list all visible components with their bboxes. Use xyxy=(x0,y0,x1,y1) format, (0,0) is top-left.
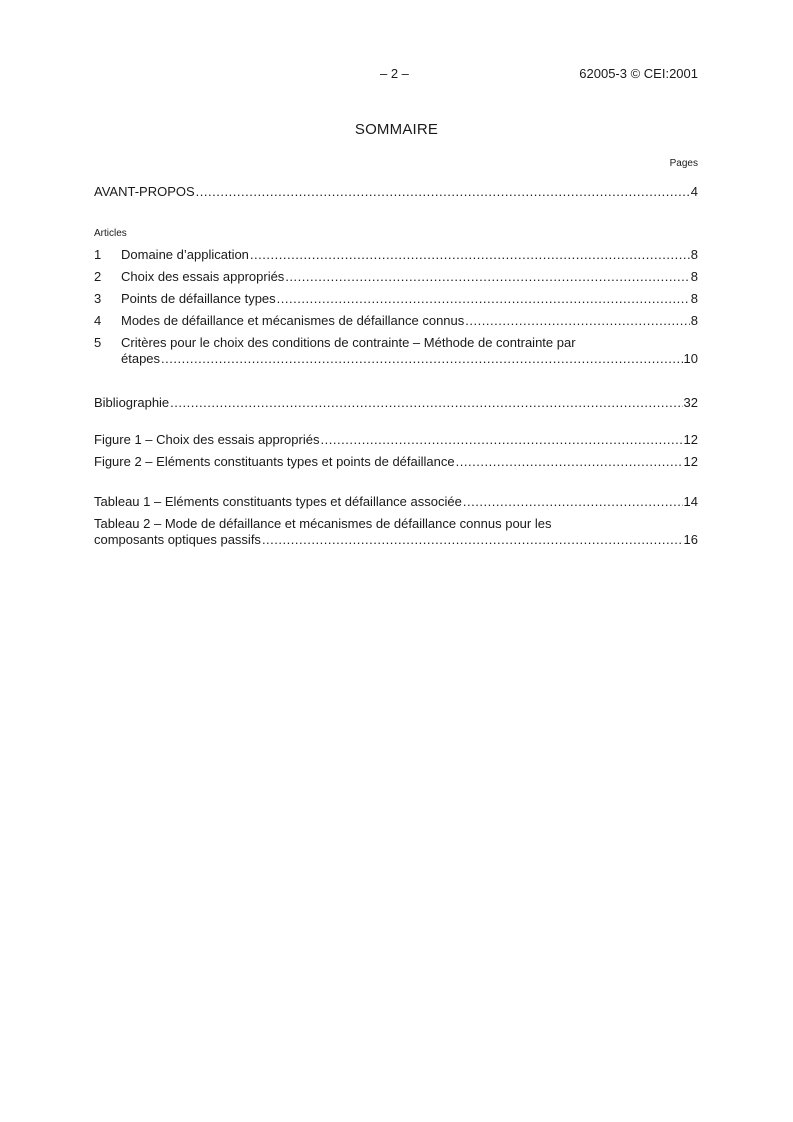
toc-entry-label: Modes de défaillance et mécanismes de défaillance connus xyxy=(121,313,465,328)
dot-leader xyxy=(277,291,690,307)
toc-title: SOMMAIRE xyxy=(354,121,439,138)
toc-entry-page: 8 xyxy=(690,291,698,306)
toc-entry-label: Domaine d’application xyxy=(121,247,249,262)
article-number: 4 xyxy=(94,313,102,328)
toc-entry-label-line1: Tableau 2 – Mode de défaillance et mécanismes de défaillance connus pour les xyxy=(94,516,552,531)
dot-leader xyxy=(463,494,683,510)
toc-entry-article-4 xyxy=(94,313,698,329)
toc-entry-label-line1: Critères pour le choix des conditions de contrainte – Méthode de contrainte par xyxy=(121,335,576,350)
toc-entry-foreword xyxy=(94,184,698,200)
toc-entry-table-1 xyxy=(94,494,698,510)
toc-entry-page: 14 xyxy=(683,494,698,509)
dot-leader xyxy=(262,532,683,548)
toc-entry-figure-2 xyxy=(94,454,698,470)
toc-entry-page: 12 xyxy=(683,432,698,447)
toc-entry-page: 8 xyxy=(690,269,698,284)
toc-entry-page: 12 xyxy=(683,454,698,469)
toc-entry-article-3 xyxy=(94,291,698,307)
articles-section-label: Articles xyxy=(94,228,127,239)
dot-leader xyxy=(250,247,690,263)
toc-entry-label: AVANT-PROPOS xyxy=(94,184,195,199)
toc-entry-page: 10 xyxy=(683,351,698,366)
article-number: 2 xyxy=(94,269,102,284)
dot-leader xyxy=(285,269,689,285)
toc-entry-page: 4 xyxy=(690,184,698,199)
toc-entry-label-line2: composants optiques passifs xyxy=(94,532,261,547)
toc-entry-label-line2: étapes xyxy=(121,351,161,366)
article-number: 5 xyxy=(94,335,102,350)
toc-entry-table-2 xyxy=(94,516,698,548)
dot-leader xyxy=(465,313,690,329)
toc-entry-label: Bibliographie xyxy=(94,395,170,410)
toc-entry-page: 8 xyxy=(690,247,698,262)
toc-entry-page: 32 xyxy=(683,395,698,410)
toc-entry-label: Figure 1 – Choix des essais appropriés xyxy=(94,432,320,447)
toc-entry-article-5 xyxy=(94,335,698,367)
toc-entry-bibliography xyxy=(94,395,698,411)
toc-entry-label: Figure 2 – Eléments constituants types et points de défaillance xyxy=(94,454,455,469)
toc-entry-article-2 xyxy=(94,269,698,285)
toc-entry-figure-1 xyxy=(94,432,698,448)
toc-entry-label: Tableau 1 – Eléments constituants types et défaillance associée xyxy=(94,494,462,509)
dot-leader xyxy=(161,351,682,367)
toc-entry-label: Points de défaillance types xyxy=(121,291,276,306)
page-number: – 2 – xyxy=(380,66,409,81)
article-number: 1 xyxy=(94,247,102,262)
toc-entry-label: Choix des essais appropriés xyxy=(121,269,285,284)
dot-leader xyxy=(170,395,682,411)
toc-entry-article-1 xyxy=(94,247,698,263)
article-number: 3 xyxy=(94,291,102,306)
pages-column-label: Pages xyxy=(669,158,698,169)
dot-leader xyxy=(456,454,683,470)
toc-entry-page: 16 xyxy=(683,532,698,547)
document-reference: 62005-3 © CEI:2001 xyxy=(579,66,698,81)
dot-leader xyxy=(196,184,690,200)
toc-entry-page: 8 xyxy=(690,313,698,328)
dot-leader xyxy=(320,432,682,448)
